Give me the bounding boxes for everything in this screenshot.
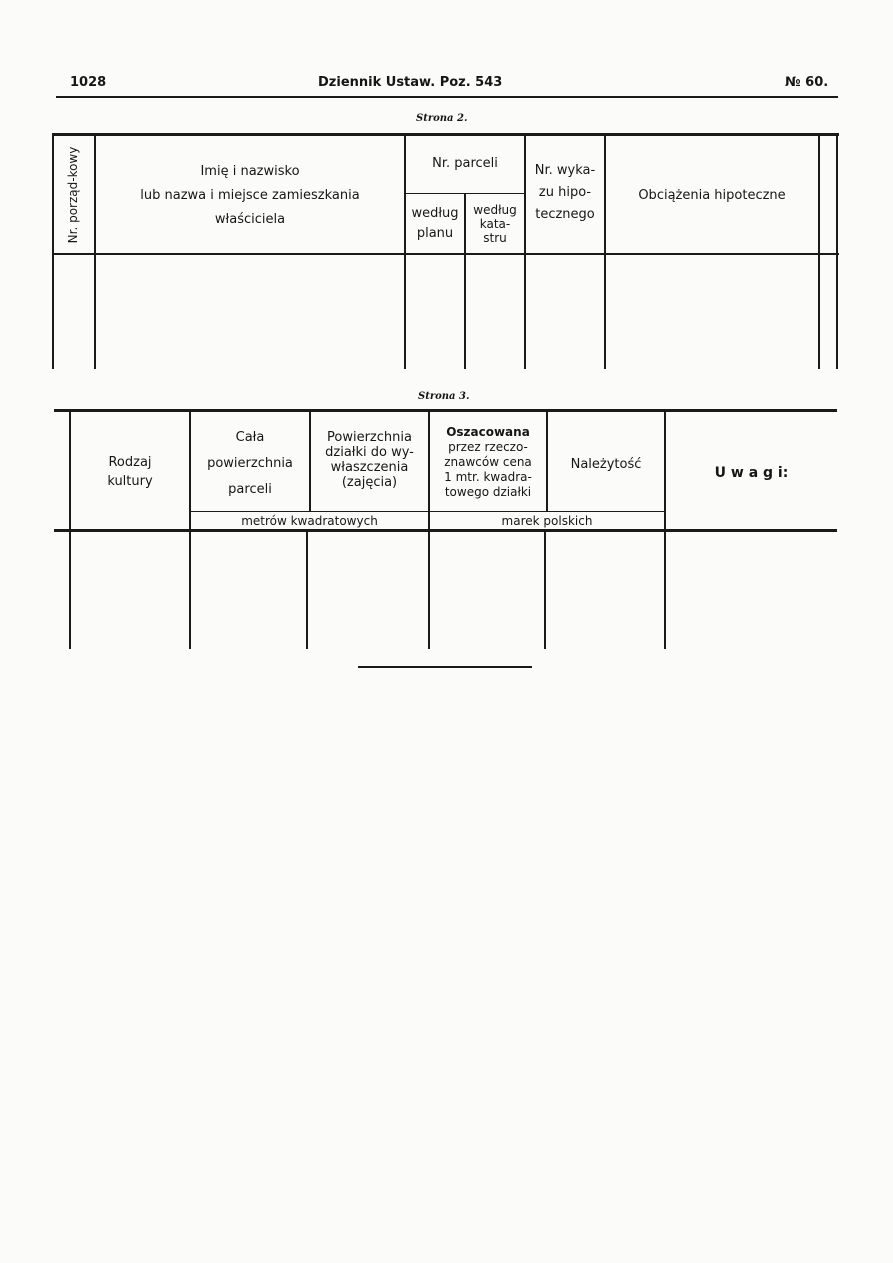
page-number: 1028 [70, 75, 107, 90]
col-name-line1: Imię i nazwisko [200, 164, 300, 179]
table1-header-bottom [52, 253, 839, 255]
col-name-line2: lub nazwa i miejsce zamieszkania [140, 188, 360, 203]
col-cala-line1: Cała [235, 430, 265, 445]
col-oszacowana-line1: Oszacowana [446, 425, 530, 439]
col-wykaz-line3: tecznego [535, 207, 595, 222]
table2-col-border [69, 411, 71, 649]
table2-caption: Strona 3. [418, 391, 470, 402]
table1-top-border [52, 133, 839, 136]
table2-col-border [664, 411, 666, 649]
col-cala-line2: powierzchnia [207, 456, 293, 471]
table1-col-border [604, 133, 606, 369]
col-oszacowana-line4: 1 mtr. kwadra- [444, 470, 532, 484]
col-oszacowana-line3: znawców cena [444, 455, 532, 469]
closing-rule [358, 666, 532, 668]
col-oszacowana-line2: przez rzeczo- [448, 440, 528, 454]
col-powierzchnia-line2: działki do wy- [325, 445, 414, 460]
table2-top-border [54, 409, 837, 412]
journal-title: Dziennik Ustaw. Poz. 543 [318, 75, 503, 90]
issue-number: № 60. [785, 75, 829, 90]
table1-col-border [836, 133, 838, 369]
col-oszacowana-line5: towego działki [444, 485, 532, 499]
col-wykaz-line1: Nr. wyka- [534, 163, 596, 178]
table2-header-bottom [54, 529, 837, 532]
col-cala-line3: parceli [228, 482, 272, 497]
col-obciazenia-label: Obciążenia hipoteczne [638, 188, 786, 203]
col-name-line3: właściciela [214, 212, 286, 227]
col-katastr-line2: kata- [479, 217, 511, 231]
col-wykaz-line2: zu hipo- [538, 185, 592, 200]
col-powierzchnia-line4: (zajęcia) [341, 475, 398, 490]
col-katastr-line1: według [473, 203, 517, 217]
col-katastr-line3: stru [483, 231, 507, 245]
unit-marki-label: marek polskich [501, 514, 593, 528]
col-plan-line2: planu [416, 226, 454, 241]
table1-caption: Strona 2. [416, 113, 468, 124]
col-powierzchnia-line3: właszczenia [330, 460, 409, 475]
col-parcel-label: Nr. parceli [432, 156, 498, 171]
table2-col-border [544, 531, 546, 649]
col-uwagi-label: U w a g i: [714, 465, 789, 481]
table2-col-border [306, 531, 308, 649]
units-rule [190, 511, 664, 512]
unit-metry-label: metrów kwadratowych [241, 514, 378, 528]
col-plan-line1: według [411, 206, 459, 221]
col-powierzchnia-line1: Powierzchnia [327, 430, 412, 445]
header-rule [56, 96, 838, 98]
col-lp-cell [52, 140, 94, 250]
col-naleznosc-label: Należytość [570, 457, 642, 472]
col-rodzaj-line2: kultury [107, 474, 153, 489]
col-rodzaj-line1: Rodzaj [108, 455, 152, 470]
col-lp-label: Nr. porząd-kowy [66, 146, 80, 244]
table1-col-border [818, 133, 820, 369]
